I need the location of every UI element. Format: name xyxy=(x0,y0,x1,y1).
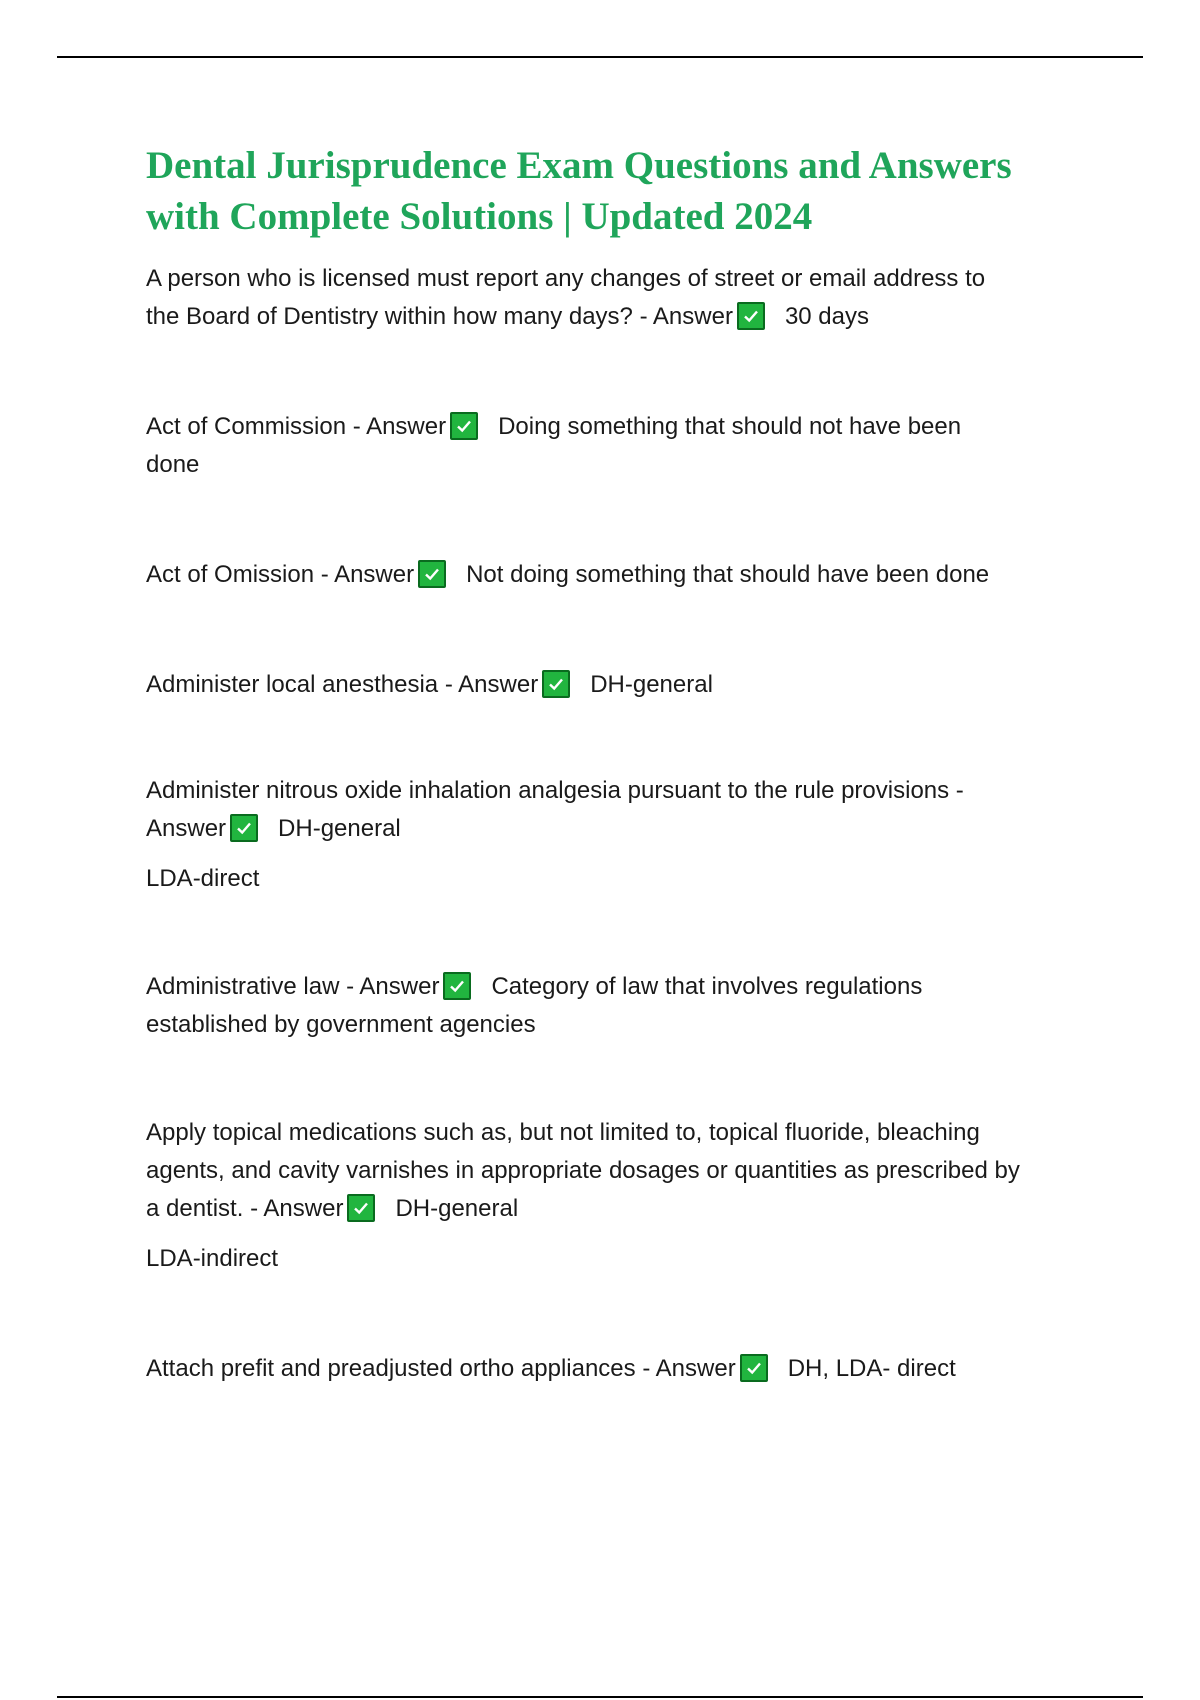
question-text: Act of Commission - xyxy=(146,413,367,440)
check-box-icon xyxy=(740,1354,768,1382)
qa-item xyxy=(146,666,1086,704)
answer-extra: LDA-direct xyxy=(146,865,260,892)
qa-item xyxy=(146,260,1086,336)
footer-rule xyxy=(57,1696,1143,1698)
check-box-icon xyxy=(230,814,258,842)
question-text: Administrative law - xyxy=(146,973,360,1000)
answer-text: Not doing something that should have been done xyxy=(466,561,990,588)
check-box-icon xyxy=(347,1194,375,1222)
document-title xyxy=(146,140,1086,242)
answer-text: done xyxy=(146,451,200,478)
title-line-2: with Complete Solutions | Updated 2024 xyxy=(146,195,813,238)
answer-label: Answer xyxy=(458,671,539,698)
answer-text: Doing something that should not have been xyxy=(498,413,962,440)
answer-text: established by government agencies xyxy=(146,1011,536,1038)
qa-item xyxy=(146,556,1086,594)
title-line-1: Dental Jurisprudence Exam Questions and Answers xyxy=(146,144,1012,187)
answer-label: Answer xyxy=(652,303,733,330)
check-box-icon xyxy=(450,412,478,440)
answer-text: 30 days xyxy=(784,303,869,330)
question-text: agents, and cavity varnishes in appropriate dosages or quantities as prescribed by xyxy=(146,1157,1020,1184)
answer-text: DH-general xyxy=(278,815,401,842)
answer-extra: LDA-indirect xyxy=(146,1245,279,1272)
answer-text: DH-general xyxy=(590,671,713,698)
check-box-icon xyxy=(443,972,471,1000)
qa-item xyxy=(146,1350,1086,1388)
answer-text: DH-general xyxy=(395,1195,519,1222)
answer-label: Answer xyxy=(146,815,227,842)
answer-label: Answer xyxy=(655,1355,736,1382)
question-text: Attach prefit and preadjusted ortho appliances - xyxy=(146,1355,656,1382)
question-text: a dentist. - xyxy=(146,1195,264,1222)
question-text: Administer local anesthesia - xyxy=(146,671,459,698)
qa-item xyxy=(146,408,1086,484)
check-box-icon xyxy=(542,670,570,698)
document-body xyxy=(146,140,1086,1388)
question-text: the Board of Dentistry within how many days? - xyxy=(146,303,653,330)
answer-label: Answer xyxy=(263,1195,344,1222)
answer-label: Answer xyxy=(366,413,447,440)
question-text: Act of Omission - xyxy=(146,561,335,588)
check-box-icon xyxy=(737,302,765,330)
qa-item xyxy=(146,1114,1086,1278)
answer-text: Category of law that involves regulations xyxy=(491,973,923,1000)
check-box-icon xyxy=(418,560,446,588)
qa-item xyxy=(146,968,1086,1044)
answer-label: Answer xyxy=(359,973,440,1000)
answer-text: DH, LDA- direct xyxy=(787,1355,956,1382)
question-text: A person who is licensed must report any changes of street or email address to xyxy=(146,265,986,292)
header-rule xyxy=(57,56,1143,58)
question-text: Administer nitrous oxide inhalation analgesia pursuant to the rule provisions - xyxy=(146,777,964,804)
answer-label: Answer xyxy=(334,561,415,588)
qa-item xyxy=(146,772,1086,898)
question-text: Apply topical medications such as, but not limited to, topical fluoride, bleaching xyxy=(146,1119,980,1146)
